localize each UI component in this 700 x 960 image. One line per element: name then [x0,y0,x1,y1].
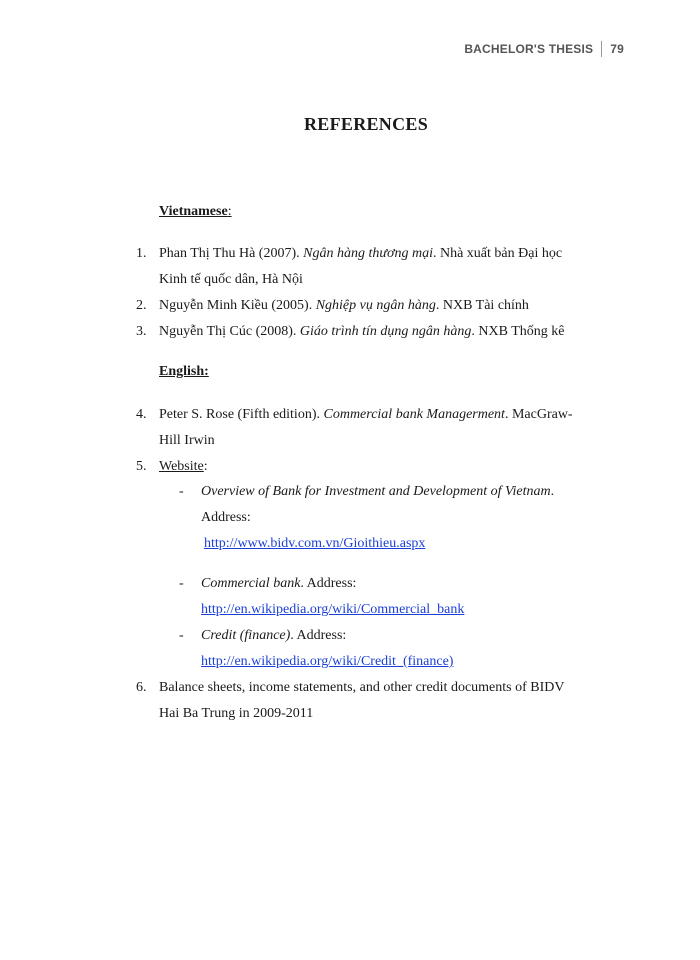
item-publisher: . NXB Thống kê [471,324,565,339]
item-number: 5. [136,459,147,474]
header-page-number: 79 [610,42,624,56]
header-label: BACHELOR'S THESIS [464,42,594,56]
website-title-line [201,623,619,649]
item-number: 2. [136,298,147,313]
item-number: 6. [136,680,147,695]
website-title: Commercial bank [201,576,301,591]
section-label: Vietnamese [159,204,228,219]
item-publisher: . NXB Tài chính [435,298,529,313]
header-divider [601,41,602,57]
item-number: 3. [136,324,147,339]
item-number: 1. [136,246,147,261]
website-title-line [201,571,619,597]
item-author: Nguyễn Minh Kiều (2005). [159,298,316,313]
item-author: Peter S. Rose (Fifth edition). [159,407,324,422]
item-title: Commercial bank Managerment [323,407,505,422]
item-title: Nghiệp vụ ngân hàng [315,298,436,313]
item-author: Nguyễn Thị Cúc (2008). [159,324,300,339]
bullet-dash: - [179,576,184,591]
item-line-1 [159,402,619,428]
bullet-dash: - [179,628,184,643]
section-heading-vietnamese [159,204,232,220]
section-heading-english [159,364,209,380]
item-line-2: Hill Irwin [159,433,215,448]
page-title: REFERENCES [303,114,429,134]
address-label: Address: [201,510,251,525]
item-line-2: Kinh tế quốc dân, Hà Nội [159,272,303,287]
item-title: Ngân hàng thương mại [303,246,433,261]
item-line-1: Balance sheets, income statements, and other credit documents of BIDV [159,680,565,695]
item-author: Phan Thị Thu Hà (2007). [159,246,304,261]
website-title-suffix: . Address: [290,628,347,643]
item-title: Giáo trình tín dụng ngân hàng [299,324,472,339]
website-link[interactable]: http://www.bidv.com.vn/Gioithieu.aspx [204,536,426,551]
item-publisher: . Nhà xuất bản Đại học [432,246,563,261]
section-colon: : [227,204,232,219]
website-title-suffix: . Address: [300,576,357,591]
item-number: 4. [136,407,147,422]
website-title: Credit (finance) [201,628,291,643]
item-publisher: . MacGraw- [504,407,573,422]
website-colon: : [203,459,208,474]
website-title-suffix: . [550,484,555,499]
website-link[interactable]: http://en.wikipedia.org/wiki/Credit_(finance) [201,654,454,669]
running-header [464,41,624,57]
website-title-line [201,479,619,505]
section-label: English: [159,364,209,379]
bullet-dash: - [179,484,184,499]
website-label: Website [159,459,204,474]
website-title: Overview of Bank for Investment and Development of Vietnam [201,484,551,499]
item-line-2: Hai Ba Trung in 2009-2011 [159,706,314,721]
website-link[interactable]: http://en.wikipedia.org/wiki/Commercial_bank [201,602,465,617]
item-line-1 [159,241,619,267]
